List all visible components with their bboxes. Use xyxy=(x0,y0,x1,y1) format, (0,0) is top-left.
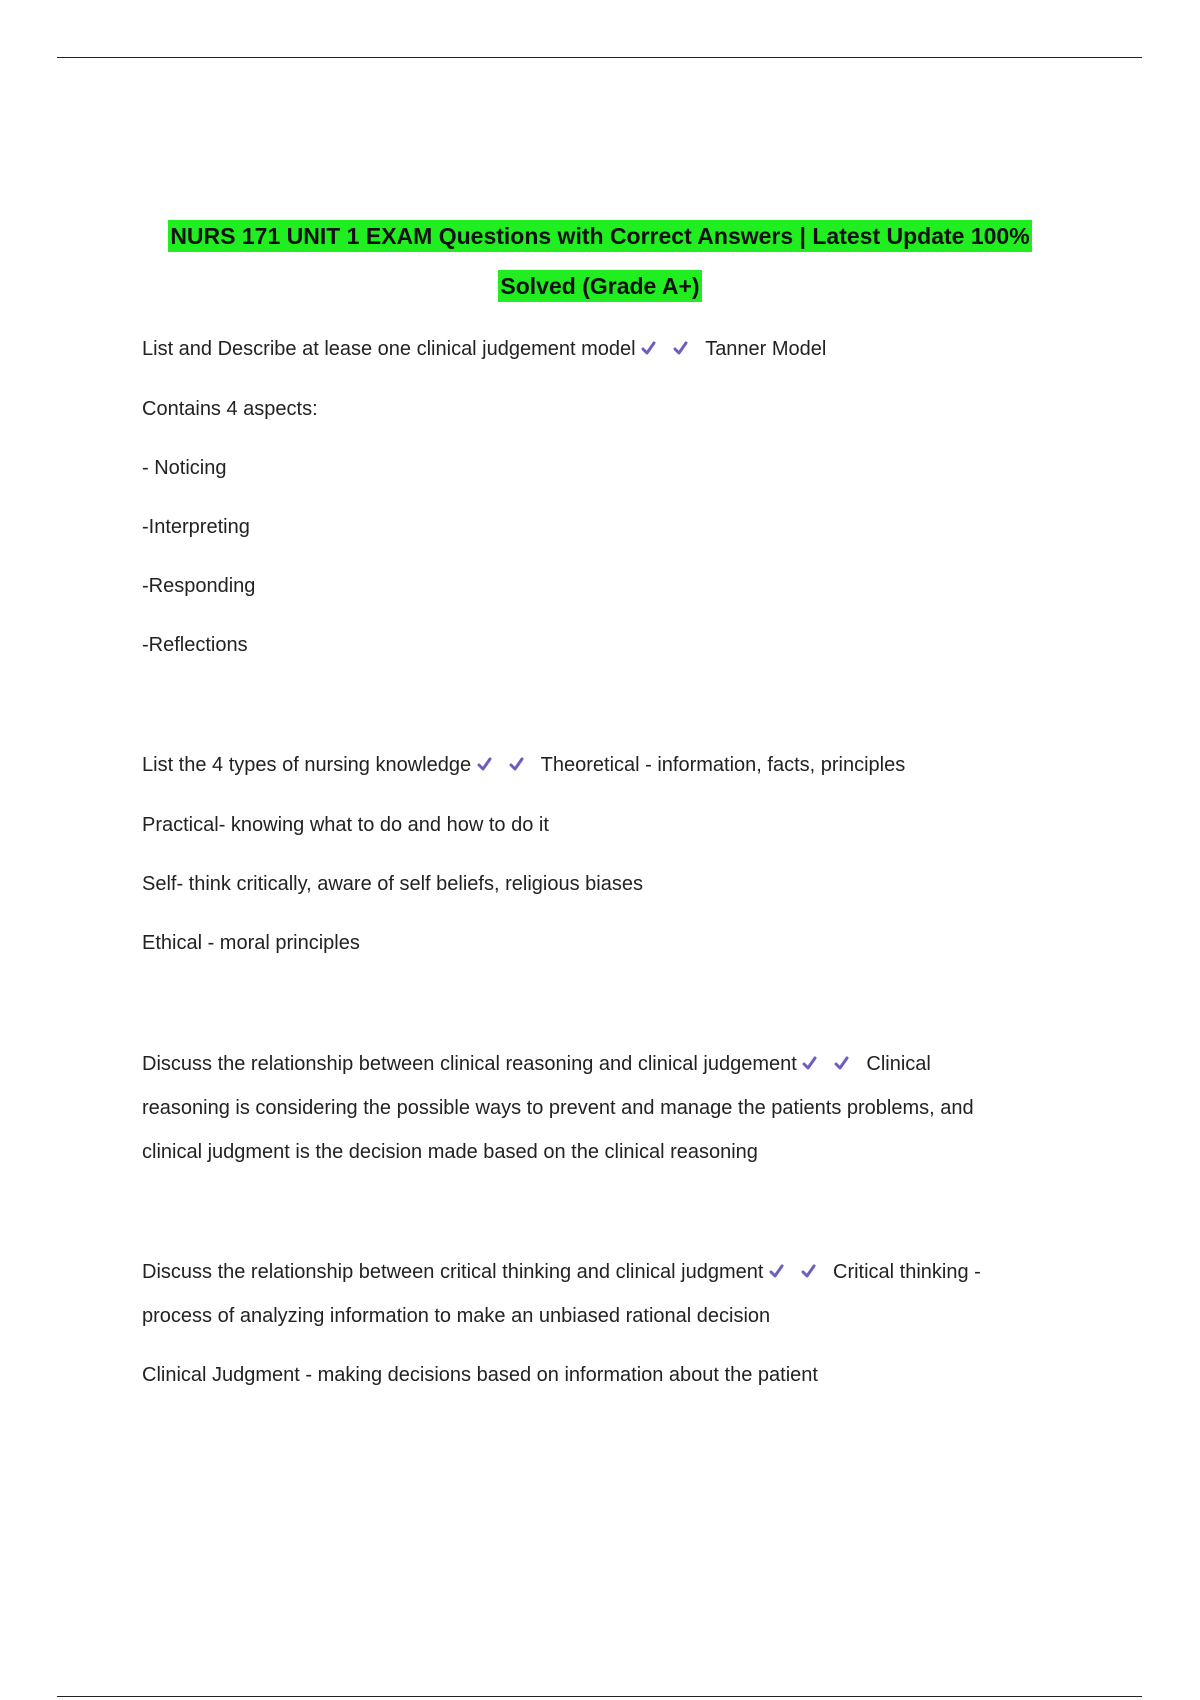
footer-rule xyxy=(57,1696,1142,1697)
double-check-icon xyxy=(641,338,669,358)
answer-1-line: - Noticing xyxy=(142,457,227,479)
answer-1-line: Contains 4 aspects: xyxy=(142,398,318,420)
title-line-1: NURS 171 UNIT 1 EXAM Questions with Correct Answers | Latest Update 100% xyxy=(168,220,1031,252)
answer-3-line: clinical judgment is the decision made based on the clinical reasoning xyxy=(142,1141,758,1163)
answer-3-line: reasoning is considering the possible ways to prevent and manage the patients problems, and xyxy=(142,1097,974,1119)
question-3 xyxy=(142,1053,931,1076)
double-check-icon xyxy=(802,1053,830,1073)
answer-2-line: Practical- knowing what to do and how to do it xyxy=(142,814,549,836)
answer-2-start: Theoretical - information, facts, principles xyxy=(540,754,906,776)
answer-1-line: -Interpreting xyxy=(142,516,250,538)
answer-1-start: Tanner Model xyxy=(705,338,827,360)
answer-4-line: process of analyzing information to make an unbiased rational decision xyxy=(142,1305,771,1327)
document-title xyxy=(60,211,1140,311)
answer-1-line: -Responding xyxy=(142,575,256,597)
answer-1-line: -Reflections xyxy=(142,634,248,656)
question-3-text: Discuss the relationship between clinical reasoning and clinical judgement xyxy=(142,1053,797,1075)
double-check-icon xyxy=(834,1053,862,1073)
question-4 xyxy=(142,1261,981,1284)
double-check-icon xyxy=(509,754,537,774)
double-check-icon xyxy=(801,1261,829,1281)
double-check-icon xyxy=(477,754,505,774)
question-1-text: List and Describe at lease one clinical judgement model xyxy=(142,338,636,360)
title-line-2: Solved (Grade A+) xyxy=(498,270,701,302)
answer-2-line: Ethical - moral principles xyxy=(142,932,360,954)
header-rule xyxy=(57,57,1142,58)
answer-3-start: Clinical xyxy=(866,1053,931,1075)
double-check-icon xyxy=(673,338,701,358)
question-1 xyxy=(142,338,826,361)
question-4-text: Discuss the relationship between critical thinking and clinical judgment xyxy=(142,1261,764,1283)
answer-4-start: Critical thinking - xyxy=(833,1261,981,1283)
double-check-icon xyxy=(769,1261,797,1281)
answer-2-line: Self- think critically, aware of self beliefs, religious biases xyxy=(142,873,643,895)
question-2-text: List the 4 types of nursing knowledge xyxy=(142,754,472,776)
answer-4-line: Clinical Judgment - making decisions based on information about the patient xyxy=(142,1364,818,1386)
question-2 xyxy=(142,754,905,777)
